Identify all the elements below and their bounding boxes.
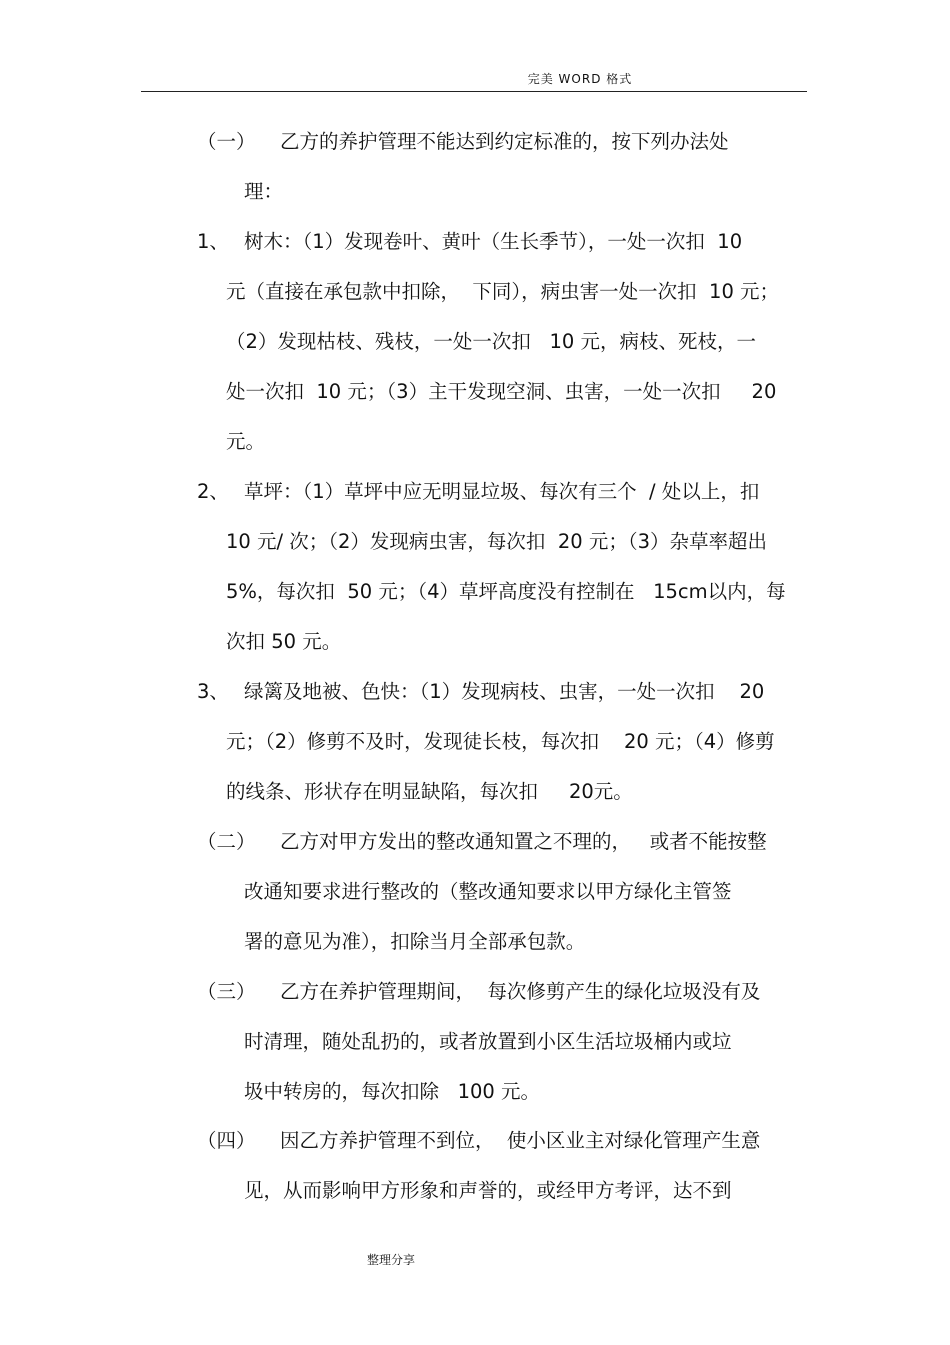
paragraph-line: 草坪：（1）草坪中应无明显垃圾、每次有三个 / 处以上，扣 [244,480,760,503]
paragraph-line: 改通知要求进行整改的（整改通知要求以甲方绿化主管签 [244,880,732,903]
paragraph-line: 乙方的养护管理不能达到约定标准的，按下列办法处 [280,130,729,153]
paragraph-line: 绿篱及地被、色快：（1）发现病枝、虫害，一处一次扣 20 [244,680,765,703]
paragraph-line: 5%，每次扣 50 元；（4）草坪高度没有控制在 15cm以内，每 [226,580,786,603]
paragraph-line: 理： [244,180,284,203]
paragraph-line: 乙方对甲方发出的整改通知置之不理的， 或者不能按整 [280,830,767,853]
paragraph-line: 时清理，随处乱扔的，或者放置到小区生活垃圾桶内或垃 [244,1030,732,1053]
paragraph-line: 树木：（1）发现卷叶、黄叶（生长季节），一处一次扣 10 [244,230,743,253]
paragraph-line: 因乙方养护管理不到位， 使小区业主对绿化管理产生意 [280,1129,761,1152]
paragraph-line: 元。 [226,430,266,453]
paragraph-line: 处一次扣 10 元；（3）主干发现空洞、虫害，一处一次扣 20 [226,380,777,403]
section-marker: （一） [197,130,256,153]
paragraph-line: 圾中转房的，每次扣除 100 元。 [244,1080,541,1103]
paragraph-line: 乙方在养护管理期间， 每次修剪产生的绿化垃圾没有及 [280,980,761,1003]
section-marker: （二） [197,830,256,853]
paragraph-line: 元（直接在承包款中扣除， 下同），病虫害一处一次扣 10 元； [226,280,780,303]
paragraph-line: 的线条、形状存在明显缺陷，每次扣 20元。 [226,780,633,803]
paragraph-line: （2）发现枯枝、残枝，一处一次扣 10 元，病枝、死枝，一 [226,330,757,353]
paragraph-line: 元；（2）修剪不及时，发现徒长枝，每次扣 20 元；（4）修剪 [226,730,775,753]
section-marker: （三） [197,980,256,1003]
paragraph-line: 署的意见为准），扣除当月全部承包款。 [244,930,586,953]
page-footer: 整理分享 [367,1253,416,1267]
header-divider [141,91,807,92]
section-marker: 1、 [197,230,229,253]
section-marker: 3、 [197,680,229,703]
section-marker: 2、 [197,480,229,503]
page-header: 完美 WORD 格式 [527,72,633,86]
paragraph-line: 见，从而影响甲方形象和声誉的，或经甲方考评，达不到 [244,1179,732,1202]
paragraph-line: 次扣 50 元。 [226,630,342,653]
paragraph-line: 10 元/ 次；（2）发现病虫害，每次扣 20 元；（3）杂草率超出 [226,530,768,553]
section-marker: （四） [197,1129,256,1152]
